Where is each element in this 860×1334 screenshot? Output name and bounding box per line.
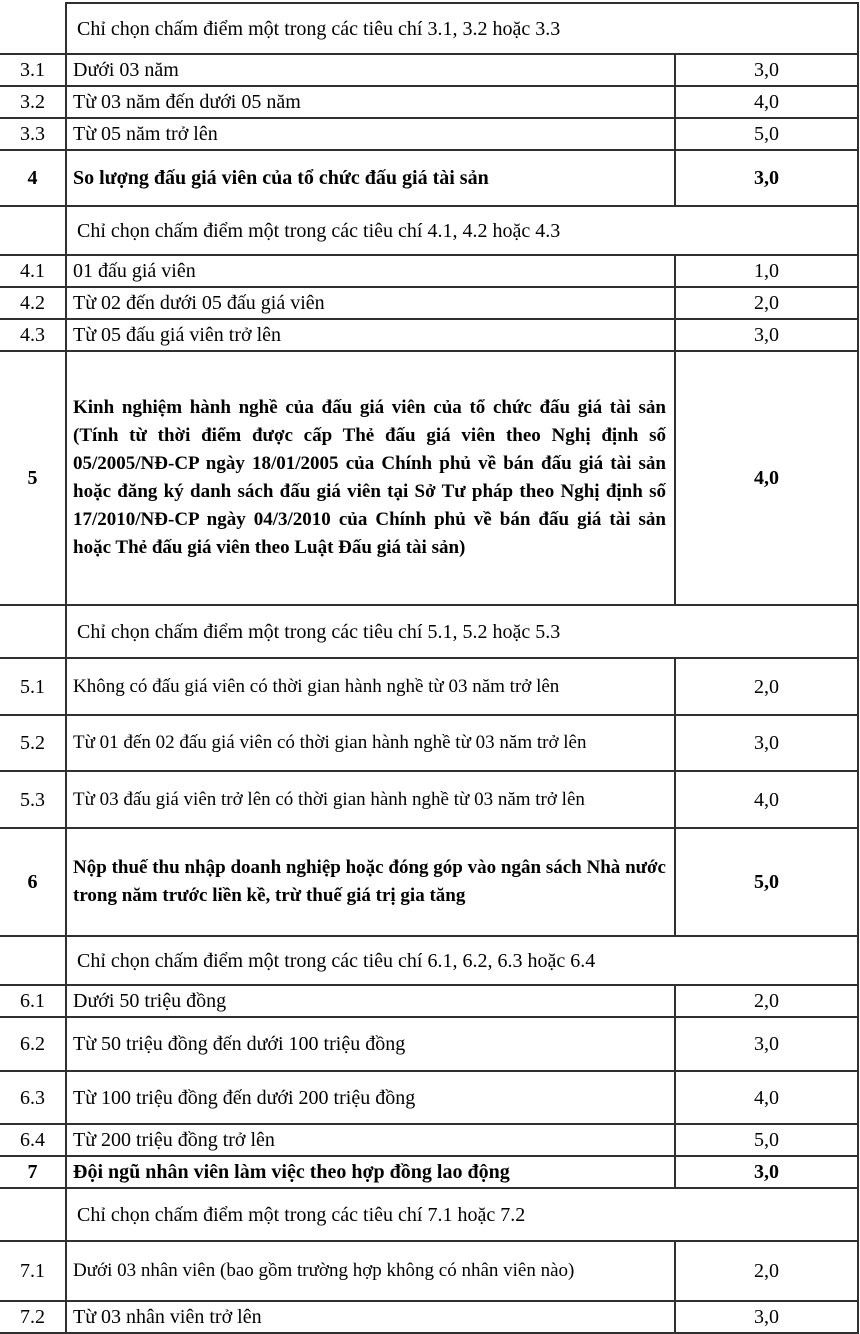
table-row-6 [0, 828, 858, 936]
row-score-cell: 3,0 [675, 150, 858, 206]
table-row-5-2 [0, 715, 858, 771]
table-row-6-1 [0, 985, 858, 1017]
row-score-cell: 2,0 [675, 658, 858, 715]
row-id-cell: 6.1 [0, 985, 66, 1017]
row-description-cell: Kinh nghiệm hành nghề của đấu giá viên của tổ chức đấu giá tài sản (Tính từ thời điểm được cấp Thẻ đấu giá viên theo Nghị định số 05/2005/NĐ-CP ngày 18/01/2005 của Chính phủ về bán đấu giá tài sản hoặc đăng ký danh sách đấu giá viên tại Sở Tư pháp theo Nghị định số 17/2010/NĐ-CP ngày 04/3/2010 của Chính phủ về bán đấu giá tài sản hoặc Thẻ đấu giá viên theo Luật Đấu giá tài sản) [66, 351, 675, 605]
note-cell: Chỉ chọn chấm điểm một trong các tiêu chí 6.1, 6.2, 6.3 hoặc 6.4 [66, 936, 858, 985]
table-row-note-5 [0, 605, 858, 658]
row-score-cell: 3,0 [675, 319, 858, 351]
row-description-cell: Từ 05 năm trở lên [66, 118, 675, 150]
row-id-cell: 7 [0, 1156, 66, 1188]
row-id-cell: 4.2 [0, 287, 66, 319]
row-description-cell: Từ 03 năm đến dưới 05 năm [66, 86, 675, 118]
row-id-cell: 6.3 [0, 1071, 66, 1124]
table-row-6-4 [0, 1124, 858, 1156]
row-id-cell [0, 206, 66, 255]
row-id-cell: 6 [0, 828, 66, 936]
row-score-cell: 4,0 [675, 771, 858, 828]
row-id-cell: 4.1 [0, 255, 66, 287]
row-description-cell: Dưới 03 năm [66, 54, 675, 86]
row-score-cell: 2,0 [675, 287, 858, 319]
row-description-cell: Từ 02 đến dưới 05 đấu giá viên [66, 287, 675, 319]
row-id-cell [0, 936, 66, 985]
row-id-cell: 6.4 [0, 1124, 66, 1156]
row-id-cell: 7.1 [0, 1241, 66, 1301]
table-row-7 [0, 1156, 858, 1188]
note-cell: Chỉ chọn chấm điểm một trong các tiêu chí 7.1 hoặc 7.2 [66, 1188, 858, 1241]
table-row-4 [0, 150, 858, 206]
row-id-cell: 4.3 [0, 319, 66, 351]
table-row-note-6 [0, 936, 858, 985]
row-score-cell: 4,0 [675, 351, 858, 605]
row-description-cell: So lượng đấu giá viên của tổ chức đấu giá tài sản [66, 150, 675, 206]
row-score-cell: 3,0 [675, 1156, 858, 1188]
row-score-cell: 5,0 [675, 118, 858, 150]
row-description-cell: Từ 03 nhân viên trở lên [66, 1301, 675, 1333]
table-row-note-4 [0, 206, 858, 255]
note-cell: Chỉ chọn chấm điểm một trong các tiêu chí 5.1, 5.2 hoặc 5.3 [66, 605, 858, 658]
table-row-note-3 [0, 3, 858, 54]
table-row-3-3 [0, 118, 858, 150]
table-row-4-3 [0, 319, 858, 351]
row-id-cell: 4 [0, 150, 66, 206]
row-score-cell: 3,0 [675, 1301, 858, 1333]
row-score-cell: 5,0 [675, 1124, 858, 1156]
row-description-cell: Từ 200 triệu đồng trở lên [66, 1124, 675, 1156]
row-id-cell [0, 3, 66, 54]
table-row-5-3 [0, 771, 858, 828]
row-id-cell: 3.1 [0, 54, 66, 86]
row-description-cell: Từ 01 đến 02 đấu giá viên có thời gian hành nghề từ 03 năm trở lên [66, 715, 675, 771]
row-id-cell: 7.2 [0, 1301, 66, 1333]
row-description-cell: Từ 100 triệu đồng đến dưới 200 triệu đồng [66, 1071, 675, 1124]
row-description-cell: 01 đấu giá viên [66, 255, 675, 287]
row-id-cell: 5 [0, 351, 66, 605]
table-row-3-1 [0, 54, 858, 86]
row-score-cell: 5,0 [675, 828, 858, 936]
table-row-note-7 [0, 1188, 858, 1241]
row-score-cell: 2,0 [675, 985, 858, 1017]
row-id-cell: 5.3 [0, 771, 66, 828]
row-description-cell: Từ 50 triệu đồng đến dưới 100 triệu đồng [66, 1017, 675, 1071]
row-description-cell: Từ 05 đấu giá viên trở lên [66, 319, 675, 351]
row-id-cell [0, 605, 66, 658]
row-id-cell: 5.2 [0, 715, 66, 771]
table-row-7-2 [0, 1301, 858, 1333]
row-score-cell: 4,0 [675, 86, 858, 118]
row-id-cell [0, 1188, 66, 1241]
row-description-cell: Từ 03 đấu giá viên trở lên có thời gian hành nghề từ 03 năm trở lên [66, 771, 675, 828]
table-row-6-3 [0, 1071, 858, 1124]
table-row-4-1 [0, 255, 858, 287]
table-row-4-2 [0, 287, 858, 319]
table-row-6-2 [0, 1017, 858, 1071]
row-score-cell: 3,0 [675, 54, 858, 86]
table-row-5 [0, 351, 858, 605]
table-row-7-1 [0, 1241, 858, 1301]
table-row-3-2 [0, 86, 858, 118]
row-description-cell: Đội ngũ nhân viên làm việc theo hợp đồng lao động [66, 1156, 675, 1188]
row-score-cell: 2,0 [675, 1241, 858, 1301]
row-id-cell: 6.2 [0, 1017, 66, 1071]
note-cell: Chỉ chọn chấm điểm một trong các tiêu chí 4.1, 4.2 hoặc 4.3 [66, 206, 858, 255]
criteria-table [0, 2, 859, 1334]
note-cell: Chỉ chọn chấm điểm một trong các tiêu chí 3.1, 3.2 hoặc 3.3 [66, 3, 858, 54]
row-description-cell: Dưới 50 triệu đồng [66, 985, 675, 1017]
table-row-5-1 [0, 658, 858, 715]
row-id-cell: 5.1 [0, 658, 66, 715]
row-id-cell: 3.2 [0, 86, 66, 118]
row-score-cell: 4,0 [675, 1071, 858, 1124]
row-description-cell: Dưới 03 nhân viên (bao gồm trường hợp không có nhân viên nào) [66, 1241, 675, 1301]
row-description-cell: Nộp thuế thu nhập doanh nghiệp hoặc đóng góp vào ngân sách Nhà nước trong năm trước liền kề, trừ thuế giá trị gia tăng [66, 828, 675, 936]
row-score-cell: 3,0 [675, 1017, 858, 1071]
row-id-cell: 3.3 [0, 118, 66, 150]
row-score-cell: 3,0 [675, 715, 858, 771]
row-score-cell: 1,0 [675, 255, 858, 287]
row-description-cell: Không có đấu giá viên có thời gian hành nghề từ 03 năm trở lên [66, 658, 675, 715]
